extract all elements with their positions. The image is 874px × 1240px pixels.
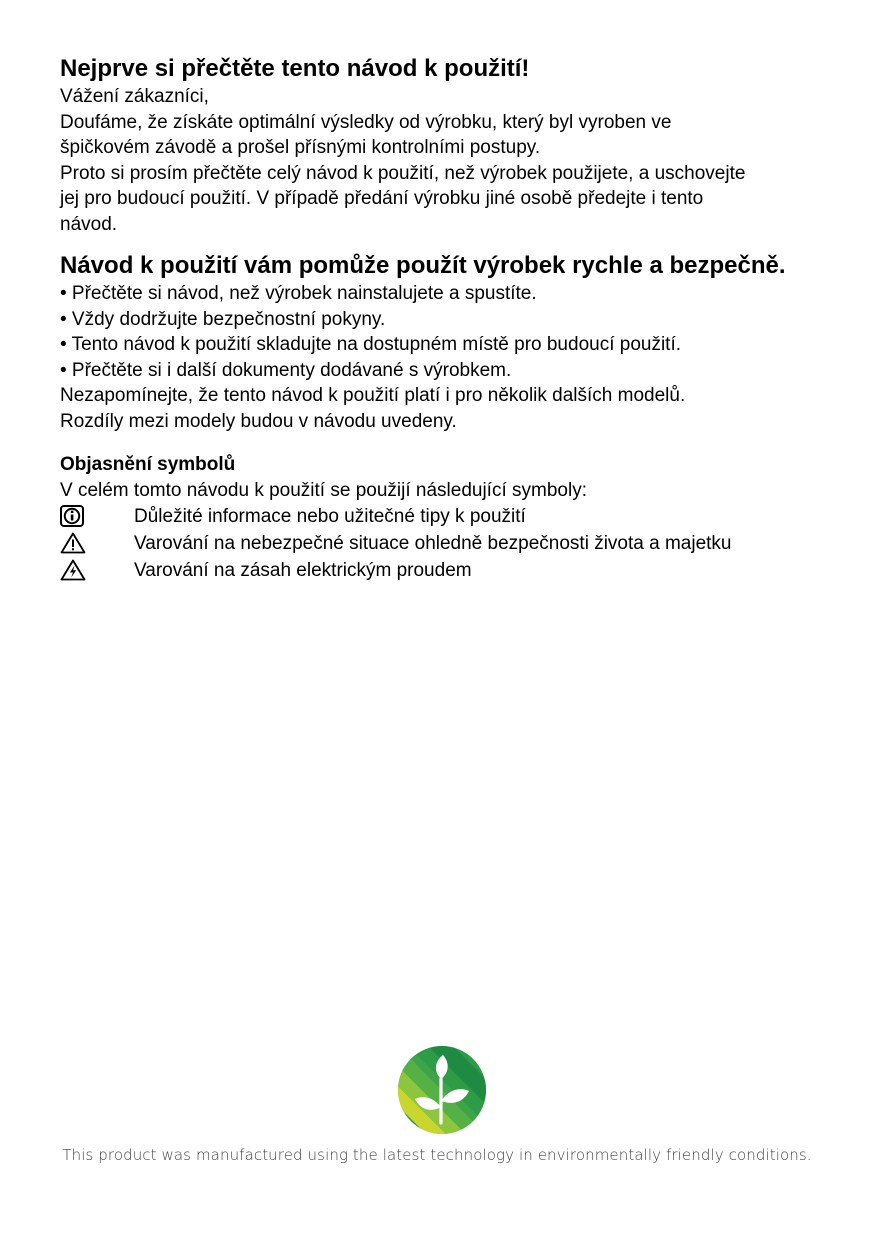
guide-bullet: • Přečtěte si návod, než výrobek nainstalujete a spustíte. [60,283,537,304]
symbol-row-electric [60,557,830,584]
intro-line: Doufáme, že získáte optimální výsledky od výrobku, který byl vyroben ve [60,111,672,133]
guide-bullet: • Přečtěte si i další dokumenty dodávané s výrobkem. [60,359,512,381]
guide-note: Rozdíly mezi modely budou v návodu uvedeny. [60,410,457,432]
guide-note: Nezapomínejte, že tento návod k použití platí i pro několik dalších modelů. [60,385,686,406]
intro-line: Proto si prosím přečtěte celý návod k použití, než výrobek použijete, a uschovejte [60,162,746,184]
symbol-row-warning [60,530,830,557]
guide-bullet: • Vždy dodržujte bezpečnostní pokyny. [60,308,386,330]
intro-line: špičkovém závodě a prošel přísnými kontrolními postupy. [60,137,541,158]
symbol-row-info [60,503,830,530]
guide-title: Návod k použití vám pomůže použít výrobek rychle a bezpečně. [60,252,786,279]
intro-line: návod. [60,213,118,235]
intro-title: Nejprve si přečtěte tento návod k použití! [60,55,530,82]
eco-leaf-icon [397,1045,487,1135]
symbols-intro: V celém tomto návodu k použití se použijí následující symboly: [60,479,587,501]
footer-text: This product was manufactured using the latest technology in environmentally friendly conditions. [62,1146,812,1164]
info-icon [60,505,88,529]
symbol-text: Důležité informace nebo užitečné tipy k použití [134,505,526,527]
symbols-title: Objasnění symbolů [60,454,236,475]
intro-line: Vážení zákazníci, [60,86,209,107]
intro-line: jej pro budoucí použití. V případě předání výrobku jiné osobě předejte i tento [60,188,704,209]
guide-bullet: • Tento návod k použití skladujte na dostupném místě pro budoucí použití. [60,334,682,355]
symbol-text: Varování na nebezpečné situace ohledně bezpečnosti života a majetku [134,532,732,554]
electric-warning-icon [60,559,88,583]
manual-page [60,54,830,584]
symbol-text: Varování na zásah elektrickým proudem [134,559,472,581]
warning-icon [60,532,88,556]
